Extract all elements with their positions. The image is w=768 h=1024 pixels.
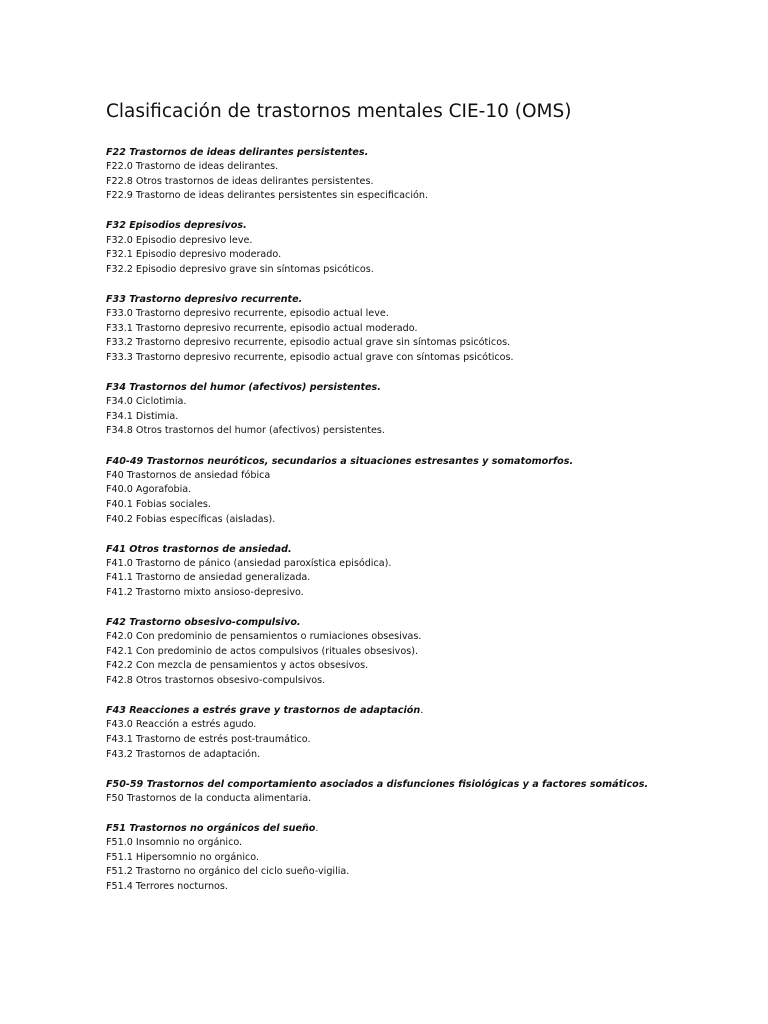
section-heading-text: F40-49 Trastornos neuróticos, secundarios a situaciones estresantes y somatomorfos. [106, 455, 574, 467]
section-heading-text: F43 Reacciones a estrés grave y trastornos de adaptación [106, 705, 421, 717]
section-heading [106, 454, 746, 469]
classification-item: F22.0 Trastorno de ideas delirantes. [106, 161, 279, 173]
classification-item: F43.2 Trastornos de adaptación. [106, 748, 261, 760]
section-block [106, 380, 746, 439]
classification-item: F33.1 Trastorno depresivo recurrente, episodio actual moderado. [106, 322, 418, 334]
classification-item: F33.3 Trastorno depresivo recurrente, episodio actual grave con síntomas psicóticos. [106, 351, 514, 363]
section-block [106, 542, 746, 601]
section-heading [106, 380, 746, 395]
classification-item: F41.2 Trastorno mixto ansioso-depresivo. [106, 587, 304, 598]
classification-item: F42.0 Con predominio de pensamientos o rumiaciones obsesivas. [106, 631, 422, 643]
classification-item: F51.2 Trastorno no orgánico del ciclo sueño-vigilia. [106, 866, 350, 878]
section-heading-text: F41 Otros trastornos de ansiedad. [106, 543, 292, 555]
section-heading [106, 292, 746, 307]
classification-item: F40.0 Agorafobia. [106, 484, 192, 496]
classification-item: F50 Trastornos de la conducta alimentaria. [106, 792, 312, 804]
section-heading-text: F22 Trastornos de ideas delirantes persistentes. [106, 147, 369, 158]
section-heading-text: F51 Trastornos no orgánicos del sueño [106, 822, 316, 834]
section-heading-trail: . [420, 705, 424, 717]
section-block [106, 454, 746, 528]
section-block [106, 292, 746, 366]
classification-item: F33.0 Trastorno depresivo recurrente, episodio actual leve. [106, 308, 389, 320]
classification-item: F33.2 Trastorno depresivo recurrente, episodio actual grave sin síntomas psicóticos. [106, 337, 511, 349]
classification-item: F34.1 Distimia. [106, 410, 179, 422]
sections-list [106, 145, 746, 895]
document-title: Clasificación de trastornos mentales CIE-10 (OMS) [106, 101, 572, 122]
classification-item: F40.1 Fobias sociales. [106, 498, 211, 510]
classification-item: F32.2 Episodio depresivo grave sin síntomas psicóticos. [106, 263, 374, 275]
classification-item: F22.9 Trastorno de ideas delirantes persistentes sin especificación. [106, 190, 428, 202]
section-heading [106, 145, 746, 160]
classification-item: F32.0 Episodio depresivo leve. [106, 234, 253, 246]
section-heading-text: F42 Trastorno obsesivo-compulsivo. [106, 617, 301, 629]
section-block [106, 703, 746, 762]
section-block [106, 821, 746, 895]
classification-item: F34.0 Ciclotimia. [106, 396, 187, 408]
classification-item: F43.1 Trastorno de estrés post-traumático. [106, 733, 311, 745]
section-block [106, 145, 746, 204]
section-heading [106, 218, 746, 233]
classification-item: F34.8 Otros trastornos del humor (afectivos) persistentes. [106, 425, 385, 437]
classification-item: F40.2 Fobias específicas (aisladas). [106, 513, 276, 525]
section-heading [106, 703, 746, 718]
classification-item: F51.4 Terrores nocturnos. [106, 880, 228, 892]
classification-item: F22.8 Otros trastornos de ideas delirantes persistentes. [106, 175, 374, 187]
classification-item: F42.8 Otros trastornos obsesivo-compulsivos. [106, 675, 326, 687]
classification-item: F51.1 Hipersomnio no orgánico. [106, 851, 260, 863]
section-heading-text: F33 Trastorno depresivo recurrente. [106, 293, 303, 305]
classification-item: F42.2 Con mezcla de pensamientos y actos obsesivos. [106, 660, 369, 672]
section-block [106, 615, 746, 689]
section-heading-trail: . [315, 822, 319, 834]
section-heading [106, 542, 746, 557]
classification-item: F41.0 Trastorno de pánico (ansiedad paroxística episódica). [106, 557, 392, 569]
classification-item: F32.1 Episodio depresivo moderado. [106, 249, 282, 261]
classification-item: F42.1 Con predominio de actos compulsivos (rituales obsesivos). [106, 645, 418, 657]
classification-item: F41.1 Trastorno de ansiedad generalizada. [106, 572, 311, 584]
section-heading-text: F34 Trastornos del humor (afectivos) persistentes. [106, 382, 381, 394]
classification-item: F40 Trastornos de ansiedad fóbica [106, 469, 271, 481]
section-heading [106, 821, 746, 836]
section-heading [106, 777, 746, 792]
section-block [106, 218, 746, 277]
section-heading-text: F32 Episodios depresivos. [106, 220, 247, 232]
section-heading [106, 615, 746, 630]
document-page [106, 98, 746, 909]
section-block [106, 777, 746, 807]
classification-item: F43.0 Reacción a estrés agudo. [106, 719, 257, 731]
section-heading-text: F50-59 Trastornos del comportamiento asociados a disfunciones fisiológicas y a factores somáticos. [106, 778, 649, 790]
classification-item: F51.0 Insomnio no orgánico. [106, 837, 243, 849]
